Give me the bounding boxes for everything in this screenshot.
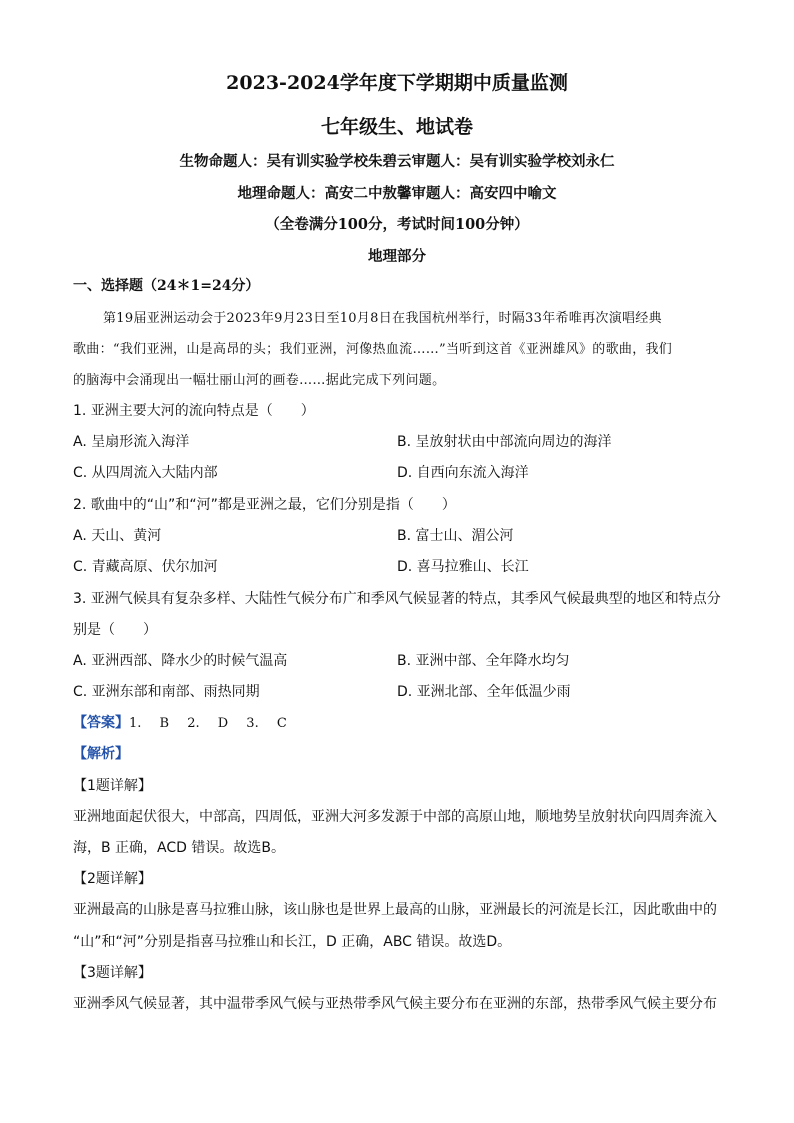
option-b: B. 富士山、湄公河 — [397, 528, 514, 544]
option-b: B. 亚洲中部、全年降水均匀 — [397, 653, 570, 669]
option-a: A. 呈扇形流入海洋 — [73, 434, 190, 450]
geography-authors: 地理命题人：高安二中敖馨审题人：高安四中喻文 — [237, 185, 557, 202]
exam-title: 2023-2024学年度下学期期中质量监测 — [226, 72, 568, 94]
passage-line: 第19届亚洲运动会于2023年9月23日至10月8日在我国杭州举行，时隔33年希唯再次演唱经典 — [103, 311, 662, 326]
question-stem: 3. 亚洲气候具有复杂多样、大陆性气候分布广和季风气候显著的特点，其季风气候最典型的地区和特点分 — [73, 591, 721, 607]
answer-label: 【答案】 — [73, 715, 129, 731]
analysis-label: 【解析】 — [73, 746, 129, 762]
option-d: D. 自西向东流入海洋 — [397, 465, 529, 481]
option-a: A. 天山、黄河 — [73, 528, 162, 544]
option-d: D. 亚洲北部、全年低温少雨 — [397, 684, 571, 700]
detail-1-label: 【1题详解】 — [73, 778, 152, 794]
option-c: C. 从四周流入大陆内部 — [73, 465, 218, 481]
question-stem: 2. 歌曲中的“山”和“河”都是亚洲之最，它们分别是指（ ） — [73, 497, 456, 513]
detail-line: 亚洲地面起伏很大，中部高，四周低，亚洲大河多发源于中部的高原山地，顺地势呈放射状向四周奔流入 — [73, 809, 717, 825]
passage-line: 的脑海中会涌现出一幅壮丽山河的画卷……据此完成下列问题。 — [73, 373, 446, 388]
option-c: C. 亚洲东部和南部、雨热同期 — [73, 684, 260, 700]
detail-line: 亚洲季风气候显著，其中温带季风气候与亚热带季风气候主要分布在亚洲的东部，热带季风气候主要分布 — [73, 996, 717, 1012]
option-c: C. 青藏高原、伏尔加河 — [73, 559, 218, 575]
part-heading: 一、选择题（24＊1=24分） — [73, 278, 260, 294]
exam-info: （全卷满分100分，考试时间100分钟） — [265, 216, 529, 233]
detail-line: 海，B 正确，ACD 错误。故选B。 — [73, 840, 285, 856]
detail-line: “山”和“河”分别是指喜马拉雅山和长江，D 正确，ABC 错误。故选D。 — [73, 934, 512, 950]
detail-3-label: 【3题详解】 — [73, 965, 152, 981]
detail-line: 亚洲最高的山脉是喜马拉雅山脉，该山脉也是世界上最高的山脉，亚洲最长的河流是长江，因此歌曲中的 — [73, 902, 717, 918]
answer-values: 1. B 2. D 3. C — [129, 716, 287, 731]
answer-row — [73, 712, 721, 732]
detail-2-label: 【2题详解】 — [73, 871, 152, 887]
option-d: D. 喜马拉雅山、长江 — [397, 559, 529, 575]
option-b: B. 呈放射状由中部流向周边的海洋 — [397, 434, 612, 450]
question-stem: 别是（ ） — [73, 622, 157, 638]
exam-subtitle: 七年级生、地试卷 — [320, 116, 473, 138]
question-stem: 1. 亚洲主要大河的流向特点是（ ） — [73, 403, 315, 419]
option-a: A. 亚洲西部、降水少的时候气温高 — [73, 653, 288, 669]
section-title: 地理部分 — [368, 248, 426, 265]
passage-line: 歌曲：“我们亚洲，山是高昂的头；我们亚洲，河像热血流……”当听到这首《亚洲雄风》的歌曲，我们 — [73, 342, 673, 357]
biology-authors: 生物命题人：吴有训实验学校朱碧云审题人：吴有训实验学校刘永仁 — [179, 153, 615, 170]
